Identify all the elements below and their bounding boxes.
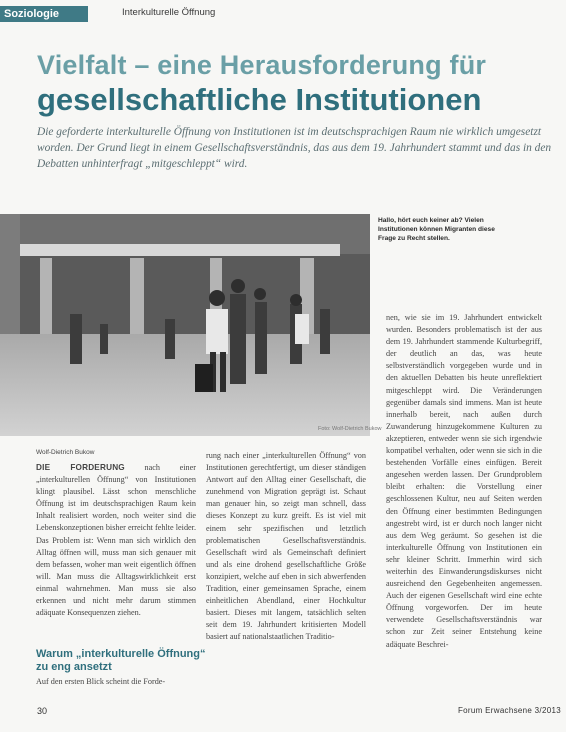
dropcap-lead: DIE FORDERUNG [36, 463, 125, 472]
author-byline: Wolf-Dietrich Bukow [36, 449, 95, 456]
photo-caption: Hallo, hört euch keiner ab? Vielen Institutionen können Migranten diese Frage zu Recht stellen. [378, 217, 495, 242]
street-photo [0, 214, 370, 436]
topic-label: Interkulturelle Öffnung [122, 7, 216, 18]
headline-line-1: Vielfalt – eine Herausforderung für [37, 50, 487, 80]
body-column-3 [386, 312, 542, 651]
section-label: Soziologie [4, 8, 59, 20]
body-column-2 [206, 450, 366, 644]
body-column-1b-text: Auf den ersten Blick scheint die Forde- [36, 677, 166, 686]
body-column-3-text: nen, wie sie im 19. Jahrhundert entwickelt wurden. Besonders problematisch ist der aus dem 19. Jahrhundert stammende Kulturbegriff, der deutlich an das, was heute selbstverständlich vorgegeben wurde und in den aktuellen Debatten bis heute unreflektiert mitgeschleppt wird. Die Veränderungen gegenüber damals sind immens. Man ist heute innerhalb bereit, nach außen durch Zuwanderung hinzugekommene Kulturen zu akzeptieren, entweder wenn sie sich irgendwie kompatibel verhalten, oder wenn sie sich in die bestehenden Vorfälle eines einfügen. Bereit angesehen werden lassen. Der Grundproblem bleibt erhalten: die Vorstellung einer geschlossenen Kultur, neu auf Seiten werden den Öffnung einer bestimmten Bedingungen angestrebt wird, ist er durch noch langer nicht aus dem Weg geräumt. So gesehen ist die interkulturelle Öffnung von Institutionen ein sehr kleiner Schritt. Immerhin wird sich weiterhin des Einwanderungsdiskurses nicht ausreichend den Gegebenheiten angemessen. Auch der eigenen Gesellschaft wird eine echte Öffnung vorgeworfen. Der im heute verwendete Gesellschaftsverständnis war schon zur Zeit seiner Entstehung keine adäquate Beschrei- [386, 313, 542, 649]
journal-issue: Forum Erwachsene 3/2013 [458, 706, 561, 715]
lead-paragraph: Die geforderte interkulturelle Öffnung von Institutionen ist im deutschsprachigen Raum nie wirklich umgesetzt worden. Der Grund liegt in einem Gesellschaftsverständnis, das aus dem 19. Jahrhundert stammt und das in den Debatten unhinterfragt „mitgeschleppt“ wird. [37, 126, 552, 170]
photo-credit: Foto: Wolf-Dietrich Bukow [318, 426, 382, 432]
headline-line-2: gesellschaftliche Institutionen [37, 82, 482, 117]
body-column-1-continued [36, 676, 196, 688]
body-column-1 [36, 462, 196, 619]
body-column-1-text: nach einer „interkulturellen Öffnung“ von Institutionen klingt plausibel. Lässt schon menschliche Öffnung ist im deutschsprachigen Raum kein Inhalt realisiert worden, noch weiter sind die Lebenskonzeptionen bisher erreicht fehlte leider. Das Problem ist: Wenn man sich wirklich den Alltag öffnen will, muss man sich genauer mit dem befassen, woher man weit eigentlich öffnen will. Man muss die Alltagswirklichkeit erst einmal wahrnehmen. Man muss sie also erkennen und nicht mehr darum stimmen adäquate Konsequenzen ziehen. [36, 463, 196, 618]
section-subheading: Warum „interkulturelle Öffnung“ zu eng ansetzt [36, 648, 206, 673]
page-number: 30 [37, 706, 48, 716]
body-column-2-text: rung nach einer „interkulturellen Öffnung“ von Institutionen gerechtfertigt, um dieser ständigen Antwort auf den Alltag einer Gesellschaft, die zunehmend von Migration geprägt ist. Schaut man genauer hin, so zeigt man schnell, dass dieses Konzept zu kurz greift. Es ist viel mit einem sehr spezifischen und letztlich problematischen Gesellschaftsverständnis. Gesellschaft wird als Gemeinschaft definiert und als eine drohend gesellschaftliche Größe konzipiert, welche auf eben in sich abwerfenden Tradition, einer gemeinsamen Sprache, einem einheitlichen Abendland, einer Hochkultur basiert. Dieses mit langem, tatsächlich selten seit dem 19. Jahrhundert kritisierten Modell basiert auf nationalstaatlichen Traditio- [206, 451, 366, 642]
